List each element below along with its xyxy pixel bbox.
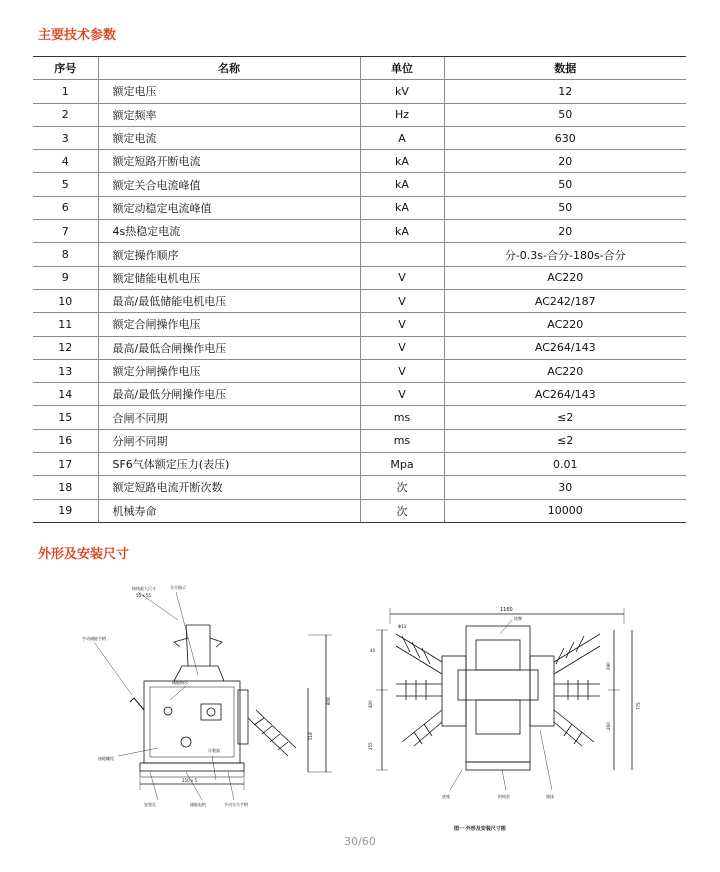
cell-index: 2 <box>33 103 98 126</box>
cell-index: 4 <box>33 150 98 173</box>
cell-value: 分-0.3s-合分-180s-合分 <box>444 243 686 266</box>
cell-value: 12 <box>444 80 686 103</box>
table-row <box>33 126 686 149</box>
table-row <box>33 220 686 243</box>
cell-value: 50 <box>444 196 686 219</box>
cell-value: 20 <box>444 220 686 243</box>
cell-unit: Hz <box>360 103 444 126</box>
cell-value: AC242/187 <box>444 289 686 312</box>
cell-unit: Mpa <box>360 453 444 476</box>
dim-base: 250 x 5 <box>182 778 198 783</box>
front-view-drawing <box>78 580 348 825</box>
ind-dial-1 <box>164 707 172 715</box>
box-body <box>144 681 240 763</box>
label-max-size: 接线最大尺寸 <box>132 586 156 591</box>
label-manual-close: 手动分合手柄 <box>224 802 248 807</box>
label-bracket: 55 x 55 <box>136 593 152 598</box>
label-mount: 安装孔 <box>144 802 156 807</box>
cell-index: 8 <box>33 243 98 266</box>
cell-name: 额定储能电机电压 <box>98 266 360 289</box>
cell-index: 19 <box>33 499 98 522</box>
cell-unit: kA <box>360 150 444 173</box>
header-value: 数据 <box>444 57 686 80</box>
header-name: 名称 <box>98 57 360 80</box>
cell-unit: V <box>360 266 444 289</box>
label-counter: 计数器 <box>208 748 220 753</box>
label-box: 铭牌 <box>514 616 522 621</box>
cell-value: AC220 <box>444 359 686 382</box>
cell-name: 额定合闸操作电压 <box>98 313 360 336</box>
cell-unit: 次 <box>360 476 444 499</box>
top-cap <box>174 666 224 681</box>
dim-255: 255 <box>368 742 373 750</box>
cell-unit: kA <box>360 196 444 219</box>
cell-name: 额定短路开断电流 <box>98 150 360 173</box>
cell-name: 额定频率 <box>98 103 360 126</box>
cell-index: 3 <box>33 126 98 149</box>
table-row <box>33 499 686 522</box>
cell-index: 1 <box>33 80 98 103</box>
section-title-drawing: 外形及安装尺寸 <box>38 547 130 562</box>
page-number: 30/60 <box>344 835 376 848</box>
cell-unit <box>360 243 444 266</box>
cell-unit: V <box>360 359 444 382</box>
dim-40: 40 <box>370 648 376 653</box>
cell-unit: kA <box>360 220 444 243</box>
right-bushing <box>248 710 296 756</box>
cell-name: 额定电压 <box>98 80 360 103</box>
table-header-row <box>33 57 686 80</box>
cell-unit: V <box>360 383 444 406</box>
top-bushing <box>186 625 210 666</box>
cell-index: 18 <box>33 476 98 499</box>
dim-height: 808 <box>326 697 331 705</box>
cell-name: 额定操作顺序 <box>98 243 360 266</box>
cell-value: 50 <box>444 103 686 126</box>
table-row <box>33 359 686 382</box>
cell-index: 11 <box>33 313 98 336</box>
cell-unit: 次 <box>360 499 444 522</box>
spec-table <box>33 56 686 523</box>
bushing-ml <box>396 684 442 696</box>
label-base: 底座 <box>442 794 450 799</box>
ind-dial-2 <box>181 737 191 747</box>
table-row <box>33 313 686 336</box>
cell-unit: ms <box>360 406 444 429</box>
dim-hole: Φ13 <box>398 624 407 629</box>
dim-290: 290 <box>606 662 611 670</box>
cell-value: 630 <box>444 126 686 149</box>
dim-width: 1160 <box>500 607 513 613</box>
label-case: 箱体 <box>546 794 554 799</box>
dim-775: 775 <box>636 702 641 710</box>
table-row <box>33 243 686 266</box>
cell-name: 最高/最低合闸操作电压 <box>98 336 360 359</box>
table-row <box>33 289 686 312</box>
cell-index: 16 <box>33 429 98 452</box>
cell-index: 12 <box>33 336 98 359</box>
cell-index: 6 <box>33 196 98 219</box>
cell-name: 分闸不同期 <box>98 429 360 452</box>
cell-value: 30 <box>444 476 686 499</box>
cell-name: 额定动稳定电流峰值 <box>98 196 360 219</box>
cell-unit: V <box>360 289 444 312</box>
label-operate: 机构室 <box>498 794 510 799</box>
cell-value: 20 <box>444 150 686 173</box>
label-storage-ind: 储能指示 <box>172 680 188 685</box>
dim-260: 260 <box>606 722 611 730</box>
section-title-params: 主要技术参数 <box>38 28 117 43</box>
table-row <box>33 103 686 126</box>
cell-name: 4s热稳定电流 <box>98 220 360 243</box>
cell-unit: V <box>360 336 444 359</box>
label-motor: 储能电机 <box>190 802 206 807</box>
header-index: 序号 <box>33 57 98 80</box>
figure-caption: 图一 外形及安装尺寸图 <box>454 826 506 832</box>
cell-unit: kV <box>360 80 444 103</box>
cell-value: AC264/143 <box>444 336 686 359</box>
table-row <box>33 383 686 406</box>
table-row <box>33 266 686 289</box>
table-row <box>33 150 686 173</box>
cell-name: 最高/最低储能电机电压 <box>98 289 360 312</box>
cell-unit: V <box>360 313 444 336</box>
cell-name: 最高/最低分闸操作电压 <box>98 383 360 406</box>
side-view-drawing <box>362 600 652 835</box>
base <box>466 762 530 770</box>
cell-index: 13 <box>33 359 98 382</box>
cell-unit: A <box>360 126 444 149</box>
cell-value: 50 <box>444 173 686 196</box>
bushing-ll <box>402 710 442 746</box>
bushing-ul <box>396 634 442 674</box>
table-row <box>33 173 686 196</box>
header-unit: 单位 <box>360 57 444 80</box>
cell-unit: kA <box>360 173 444 196</box>
table-row <box>33 429 686 452</box>
left-handle <box>130 698 144 710</box>
cell-index: 15 <box>33 406 98 429</box>
table-row <box>33 336 686 359</box>
label-ground: 接地螺栓 <box>98 756 114 761</box>
cell-value: ≤2 <box>444 429 686 452</box>
cell-value: ≤2 <box>444 406 686 429</box>
cell-index: 14 <box>33 383 98 406</box>
label-indicator: 分合指示 <box>170 585 186 590</box>
cell-value: AC220 <box>444 266 686 289</box>
cell-name: 额定短路电流开断次数 <box>98 476 360 499</box>
bushing-lr <box>554 710 594 746</box>
cell-name: 额定分闸操作电压 <box>98 359 360 382</box>
cell-index: 17 <box>33 453 98 476</box>
cell-index: 5 <box>33 173 98 196</box>
label-manual: 手动储能手柄 <box>82 636 106 641</box>
cell-value: 0.01 <box>444 453 686 476</box>
cell-value: AC220 <box>444 313 686 336</box>
cell-index: 10 <box>33 289 98 312</box>
cell-name: 合闸不同期 <box>98 406 360 429</box>
cell-name: SF6气体额定压力(表压) <box>98 453 360 476</box>
table-row <box>33 476 686 499</box>
table-row <box>33 80 686 103</box>
cell-name: 额定电流 <box>98 126 360 149</box>
dim-400: 400 <box>368 700 373 708</box>
cell-value: AC264/143 <box>444 383 686 406</box>
cell-name: 机械寿命 <box>98 499 360 522</box>
table-row <box>33 196 686 219</box>
box-right <box>530 656 554 726</box>
cell-index: 7 <box>33 220 98 243</box>
table-row <box>33 406 686 429</box>
cell-index: 9 <box>33 266 98 289</box>
table-row <box>33 453 686 476</box>
bushing-mr <box>554 684 600 696</box>
box-left <box>442 656 466 726</box>
base-plate <box>140 763 244 771</box>
cell-name: 额定关合电流峰值 <box>98 173 360 196</box>
cell-value: 10000 <box>444 499 686 522</box>
cell-unit: ms <box>360 429 444 452</box>
dim-mid: 518 <box>308 732 313 740</box>
